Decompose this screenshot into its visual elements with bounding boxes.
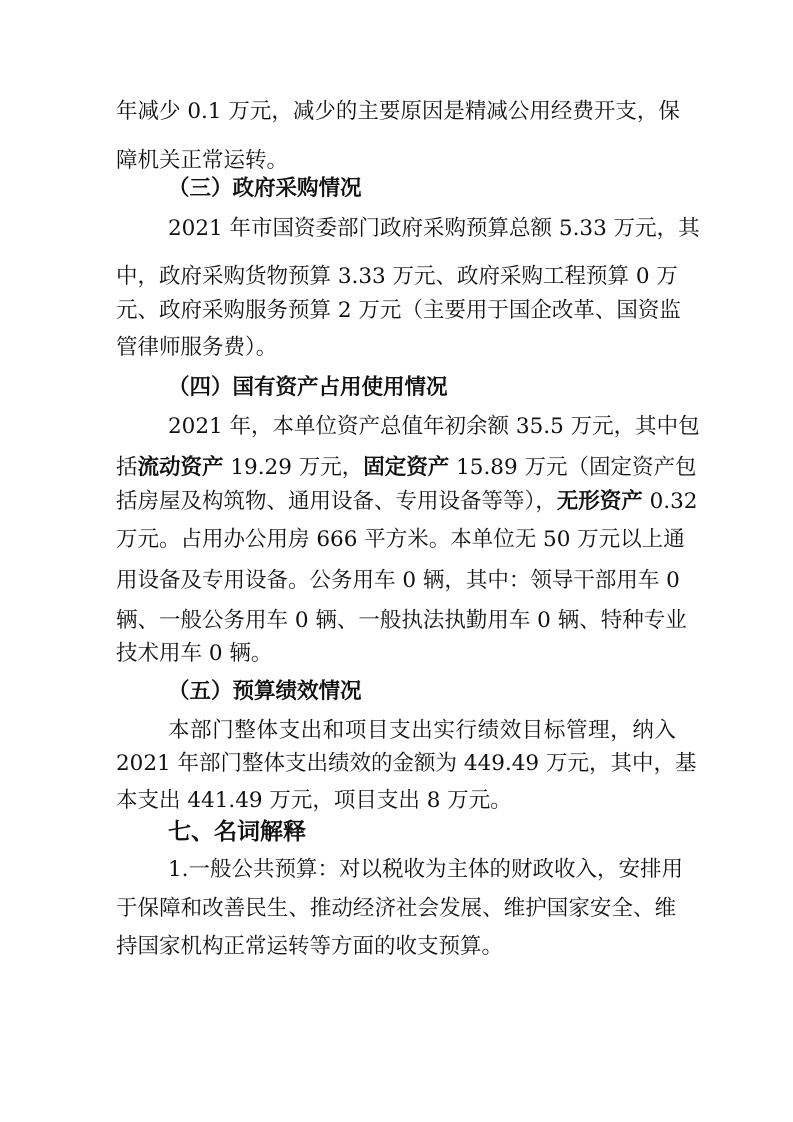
paragraph-line: 本支出 441.49 万元，项目支出 8 万元。 <box>116 788 512 813</box>
section-heading-procurement: （三）政府采购情况 <box>168 176 362 201</box>
paragraph-line: 2021 年市国资委部门政府采购预算总额 5.33 万元，其 <box>168 216 700 241</box>
paragraph-line: 万元。占用办公用房 666 平方米。本单位无 50 万元以上通 <box>116 527 685 552</box>
term-intangible-assets: 无形资产 <box>556 489 643 514</box>
paragraph-line: 2021 年部门整体支出绩效的金额为 449.49 万元，其中，基 <box>116 751 697 776</box>
text-run: 括房屋及构筑物、通用设备、专用设备等等）， <box>116 489 557 514</box>
paragraph-line: 技术用车 0 辆。 <box>116 641 273 666</box>
paragraph-line: 年减少 0.1 万元，减少的主要原因是精减公用经费开支，保 <box>116 99 680 124</box>
text-run: 0.32 <box>642 489 698 514</box>
paragraph-line <box>116 487 698 517</box>
text-run: 19.29 万元， <box>223 455 364 480</box>
paragraph-line: 元、政府采购服务预算 2 万元（主要用于国企改革、国资监 <box>116 298 681 323</box>
paragraph-line <box>116 453 697 483</box>
term-fixed-assets: 固定资产 <box>363 455 450 480</box>
paragraph-line: 管律师服务费）。 <box>116 335 278 360</box>
paragraph-line: 辆、一般公务用车 0 辆、一般执法执勤用车 0 辆、特种专业 <box>116 608 687 633</box>
paragraph-line: 用设备及专用设备。公务用车 0 辆，其中：领导干部用车 0 <box>116 568 680 593</box>
term-current-assets: 流动资产 <box>137 455 224 480</box>
paragraph-line: 持国家机构正常运转等方面的收支预算。 <box>116 934 504 959</box>
text-run: 15.89 万元（固定资产包 <box>449 455 697 480</box>
section-heading-assets: （四）国有资产占用使用情况 <box>168 375 448 400</box>
paragraph-line: 1.一般公共预算：对以税收为主体的财政收入，安排用 <box>168 857 684 882</box>
paragraph-line: 本部门整体支出和项目支出实行绩效目标管理，纳入 <box>168 718 676 743</box>
section-heading-performance: （五）预算绩效情况 <box>168 679 362 704</box>
paragraph-line: 于保障和改善民生、推动经济社会发展、维护国家安全、维 <box>116 896 676 921</box>
paragraph-line: 2021 年，本单位资产总值年初余额 35.5 万元，其中包 <box>168 414 700 439</box>
section-heading-glossary: 七、名词解释 <box>168 819 306 845</box>
paragraph-line: 中，政府采购货物预算 3.33 万元、政府采购工程预算 0 万 <box>116 264 678 289</box>
paragraph-line: 障机关正常运转。 <box>116 148 289 173</box>
text-run: 括 <box>116 455 138 480</box>
